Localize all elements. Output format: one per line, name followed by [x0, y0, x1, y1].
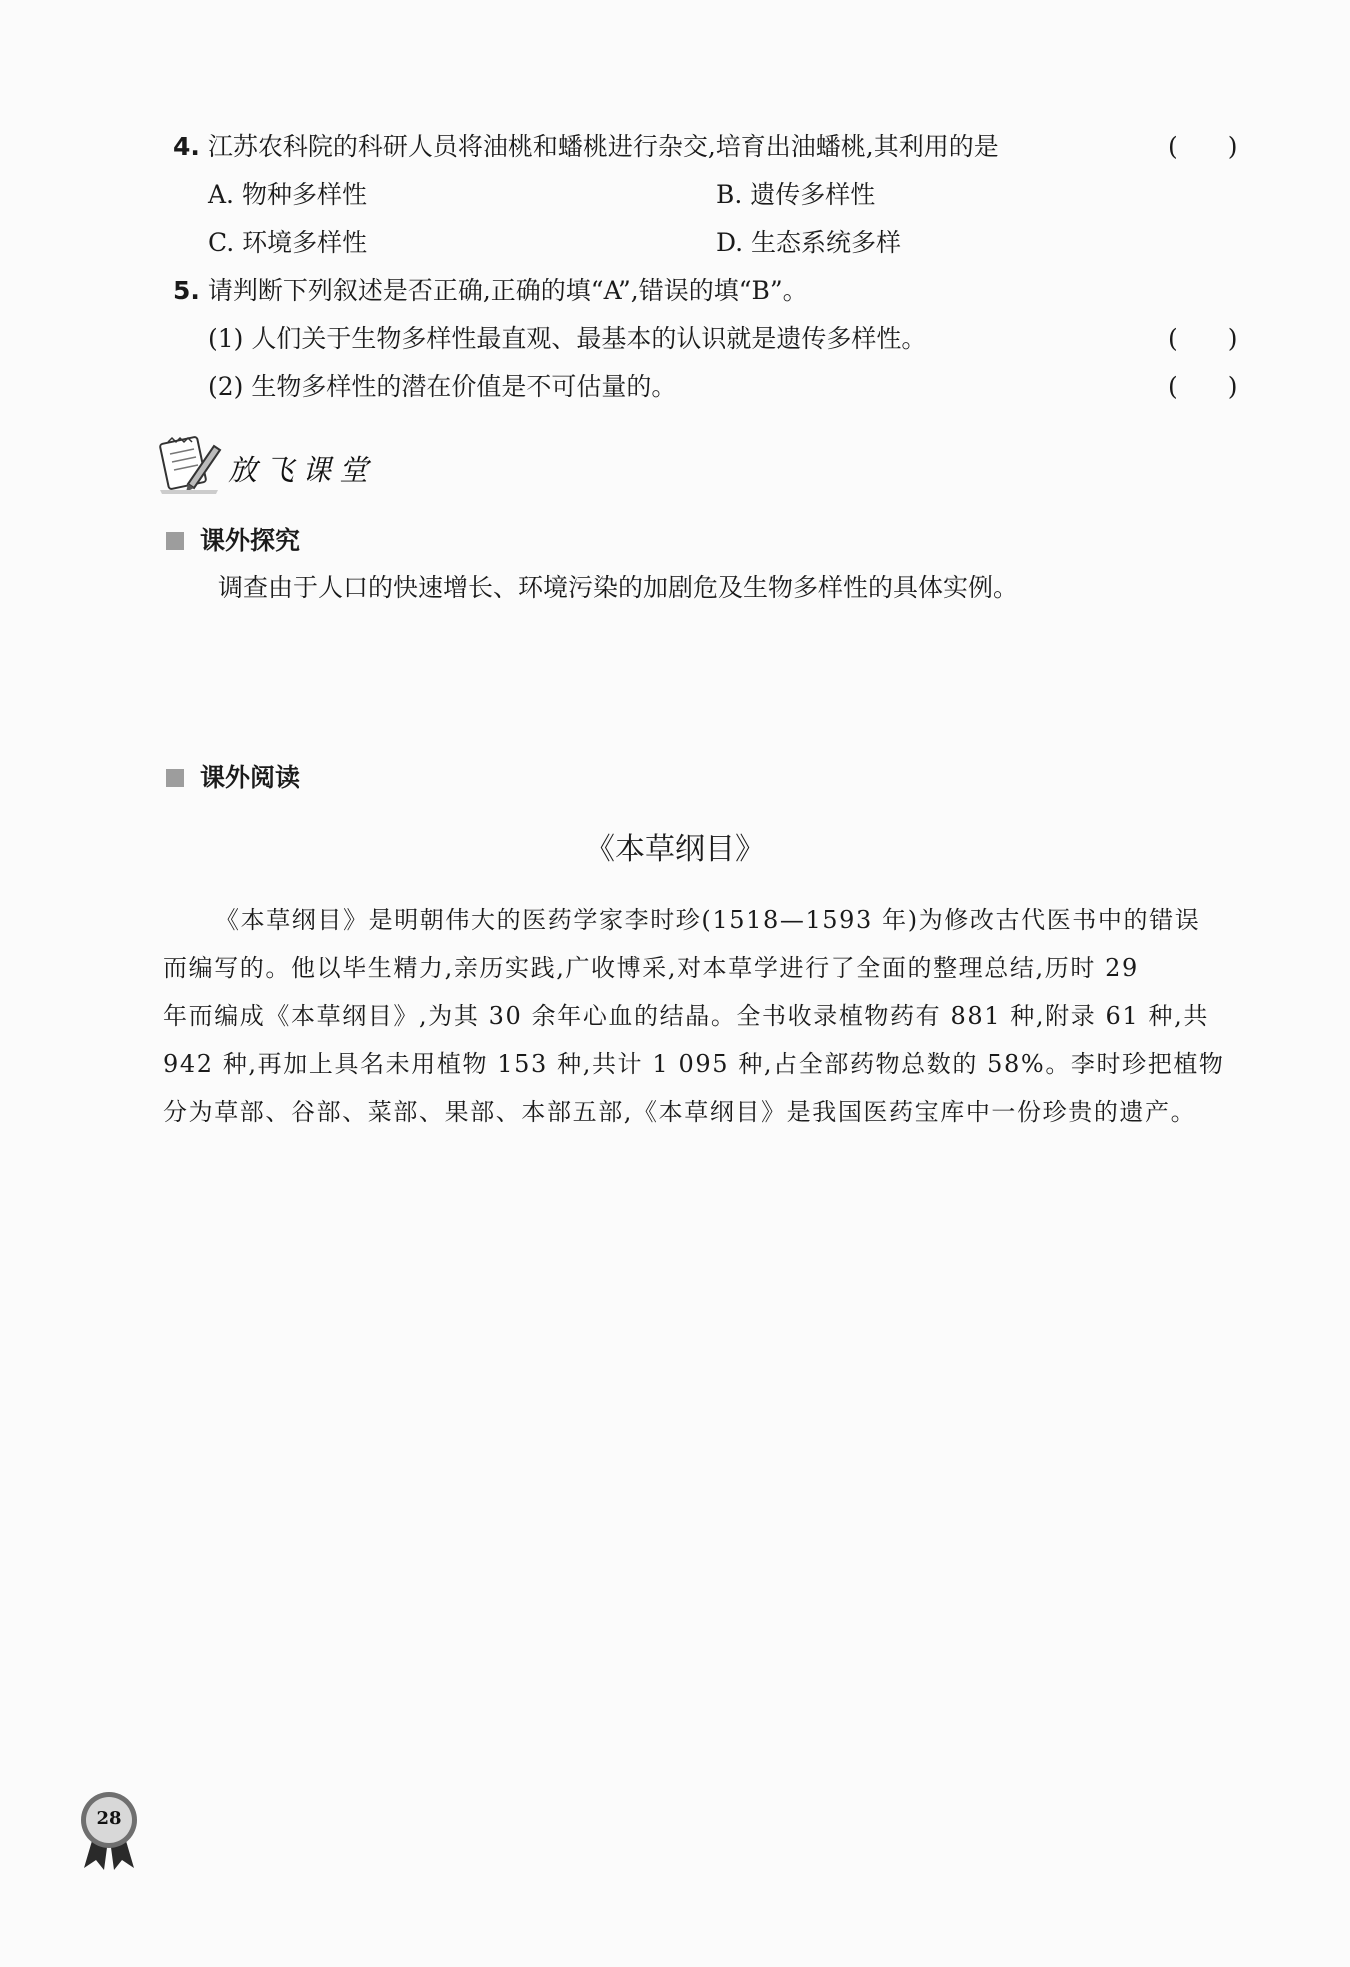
reading-label: 课外阅读 [200, 763, 301, 792]
statement-1: (1) 人们关于生物多样性最直观、最基本的认识就是遗传多样性。 [208, 324, 927, 353]
reading-line: 而编写的。他以毕生精力,亲历实践,广收博采,对本草学进行了全面的整理总结,历时 29 [163, 954, 1139, 982]
page-number-badge [78, 1790, 140, 1874]
question-5 [173, 274, 808, 308]
page-number: 28 [96, 1808, 122, 1829]
reading-title: 《本草纲目》 [585, 832, 765, 867]
explore-header [166, 524, 466, 558]
reading-line: 年而编成《本草纲目》,为其 30 余年心血的结晶。全书收录植物药有 881 种,附录 61 种,共 [163, 1002, 1209, 1030]
option-b: B. 遗传多样性 [716, 180, 876, 209]
question-text: 请判断下列叙述是否正确,正确的填“A”,错误的填“B”。 [207, 276, 808, 305]
section-banner-title: 放飞课堂 [228, 453, 377, 487]
question-number: 5. [173, 276, 200, 305]
question-number: 4. [173, 132, 200, 161]
answer-blank[interactable]: ( ) [1168, 132, 1238, 161]
option-d: D. 生态系统多样 [716, 228, 902, 257]
reading-line: 942 种,再加上具名未用植物 153 种,共计 1 095 种,占全部药物总数的 58%。李时珍把植物 [163, 1050, 1225, 1078]
square-bullet-icon [166, 532, 184, 550]
reading-line: 《本草纲目》是明朝伟大的医药学家李时珍(1518—1593 年)为修改古代医书中的错误 [215, 906, 1201, 934]
medal-icon [78, 1790, 140, 1874]
section-banner [158, 432, 398, 498]
reading-line: 分为草部、谷部、菜部、果部、本部五部,《本草纲目》是我国医药宝库中一份珍贵的遗产。 [163, 1098, 1197, 1126]
reading-header [166, 761, 466, 795]
answer-blank[interactable]: ( ) [1168, 372, 1238, 401]
square-bullet-icon [166, 769, 184, 787]
explore-text: 调查由于人口的快速增长、环境污染的加剧危及生物多样性的具体实例。 [218, 573, 1019, 602]
statement-2: (2) 生物多样性的潜在价值是不可估量的。 [208, 372, 677, 401]
answer-blank[interactable]: ( ) [1168, 324, 1238, 353]
pencil-notepad-icon [158, 432, 228, 498]
explore-label: 课外探究 [200, 526, 301, 555]
option-a: A. 物种多样性 [208, 180, 367, 209]
option-c: C. 环境多样性 [208, 228, 368, 257]
question-text: 江苏农科院的科研人员将油桃和蟠桃进行杂交,培育出油蟠桃,其利用的是 [207, 132, 999, 161]
question-4 [173, 130, 999, 164]
